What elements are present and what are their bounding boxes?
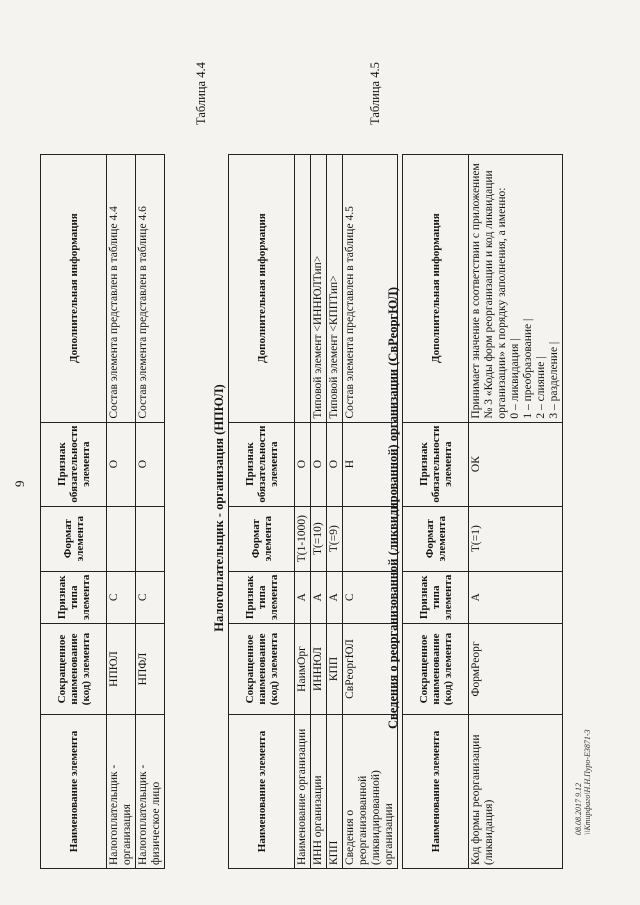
- header-mandatory: Признак обязательности элемента: [229, 422, 295, 506]
- table-45-title: Сведения о реорганизованной (ликвидированной) организации (СвРеоргЮЛ): [386, 287, 400, 729]
- header-short: Сокращенное наименование (код) элемента: [229, 624, 295, 715]
- header-short: Сокращенное наименование (код) элемента: [403, 624, 469, 715]
- header-type: Признак типа элемента: [41, 571, 107, 623]
- header-mandatory: Признак обязательности элемента: [403, 422, 469, 506]
- table-row: ИНН организации ИННЮЛ А T(=10) О Типовой элемент <ИННЮЛТип>: [311, 154, 327, 868]
- table-row: Код формы реорганизации (ликвидация) ФормРеорг А T(=1) ОК Принимает значение в соответствии с приложением № 3 «Коды форм реорганизации и код ликвидации организации» к порядку заполнения, а именно: 0 – ликвидация | 1 – преобразование | 2 – слияние | 3 – разделение |: [469, 154, 563, 868]
- table-row: Налогоплательщик - физическое лицо НПФЛ С О Состав элемента представлен в таблице 4.6: [136, 154, 165, 868]
- table-4-5: [402, 154, 563, 869]
- print-stamp: 08.08.2017 9.12 \\Ктирфаго\Н.Н.Пуро-Е3871-3: [574, 729, 592, 835]
- page-number: 9: [12, 480, 27, 487]
- header-format: Формат элемента: [41, 506, 107, 571]
- table-row: Налогоплательщик - организация НПЮЛ С О Состав элемента представлен в таблице 4.4: [107, 154, 136, 868]
- table-top: [40, 154, 165, 869]
- table-row: Сведения о реорганизованной (ликвидированной) организации СвРеоргЮЛ С Н Состав элемента представлен в таблице 4.5: [343, 154, 398, 868]
- header-format: Формат элемента: [229, 506, 295, 571]
- header-name: Наименование элемента: [229, 715, 295, 869]
- header-type: Признак типа элемента: [403, 571, 469, 623]
- header-name: Наименование элемента: [403, 715, 469, 869]
- header-format: Формат элемента: [403, 506, 469, 571]
- header-mandatory: Признак обязательности элемента: [41, 422, 107, 506]
- table-45-label: Таблица 4.5: [368, 62, 382, 125]
- table-4-4: [228, 154, 398, 869]
- table-44-label: Таблица 4.4: [194, 62, 208, 125]
- header-info: Дополнительная информация: [229, 154, 295, 422]
- header-short: Сокращенное наименование (код) элемента: [41, 624, 107, 715]
- header-type: Признак типа элемента: [229, 571, 295, 623]
- table-row: Наименование организации НаимОрг А T(1-1000) О: [295, 154, 311, 868]
- header-info: Дополнительная информация: [41, 154, 107, 422]
- table-44-title: Налогоплательщик - организация (НПЮЛ): [212, 384, 226, 632]
- table-row: КПП КПП А T(=9) О Типовой элемент <КППТип>: [327, 154, 343, 868]
- info-cell: Принимает значение в соответствии с приложением № 3 «Коды форм реорганизации и код ликвидации организации» к порядку заполнения, а именно: 0 – ликвидация | 1 – преобразование | 2 – слияние | 3 – разделение |: [469, 154, 563, 422]
- header-info: Дополнительная информация: [403, 154, 469, 422]
- header-name: Наименование элемента: [41, 715, 107, 869]
